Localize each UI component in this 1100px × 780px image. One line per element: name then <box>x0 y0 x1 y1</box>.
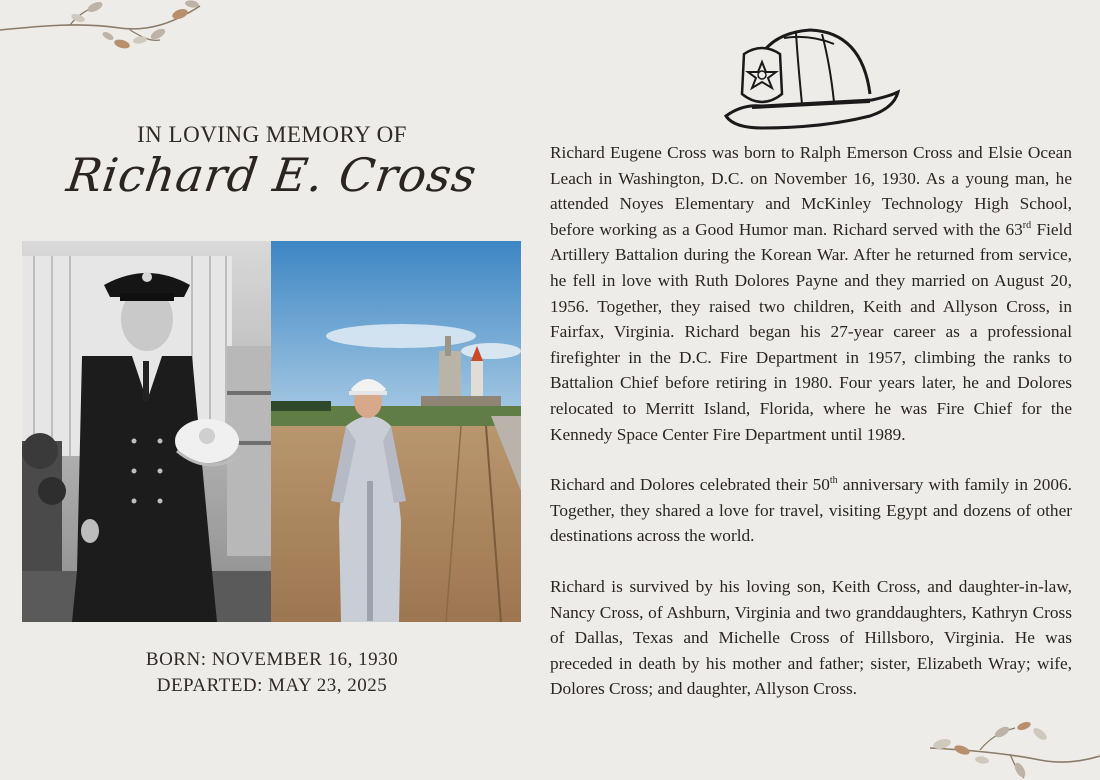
biography-paragraph: Richard is survived by his loving son, Keith Cross, and daughter-in-law, Nancy Cross, of Ashburn, Virginia and two granddaughters, Kathryn Cross of Dallas, Texas and Michelle Cross of Hillsboro, Virginia. He was preceded in death by his mother and father; sister, Elizabeth Wray; wife, Dolores Cross; and daughter, Allyson Cross. <box>550 576 1072 699</box>
branch-decoration-bottom-right <box>920 720 1100 780</box>
life-dates <box>22 647 522 699</box>
branch-decoration-top-left <box>0 0 210 60</box>
born-date: BORN: NOVEMBER 16, 1930 <box>145 649 399 670</box>
biography-paragraph: Richard Eugene Cross was born to Ralph Emerson Cross and Elsie Ocean Leach in Washington, D.C. on November 16, 1930. As a young man, he attended Noyes Elementary and McKinley Technology High School, before working as a Good Humor man. Richard served with the 63rd Field Artillery Battalion during the Korean War. After he returned from service, he fell in love with Ruth Dolores Payne and they married on August 20, 1956. Together, they raised two children, Keith and Allyson Cross, in Fairfax, Virginia. Richard began his 27-year career as a professional firefighter in the D.C. Fire Department in 1957, climbing the ranks to Battalion Chief before retiring in 1980. Four years later, he and Dolores relocated to Merritt Island, Florida, where he was Fire Chief for the Kennedy Space Center Fire Department until 1989. <box>550 143 1072 444</box>
firefighter-helmet-icon <box>722 24 900 132</box>
biography-paragraph: Richard and Dolores celebrated their 50th anniversary with family in 2006. Together, they shared a love for travel, visiting Egypt and dozens of other destinations across the world. <box>550 475 1072 546</box>
photo-collage <box>22 241 521 622</box>
launchpad-silver-suit-photo-icon <box>271 241 521 622</box>
biography <box>550 140 1072 727</box>
memory-label: IN LOVING MEMORY OF <box>137 122 407 147</box>
departed-date: DEPARTED: MAY 23, 2025 <box>156 675 388 696</box>
deceased-name: Richard E. Cross <box>63 148 481 202</box>
firefighter-uniform-photo-icon <box>22 241 271 622</box>
memorial-heading <box>22 118 522 202</box>
